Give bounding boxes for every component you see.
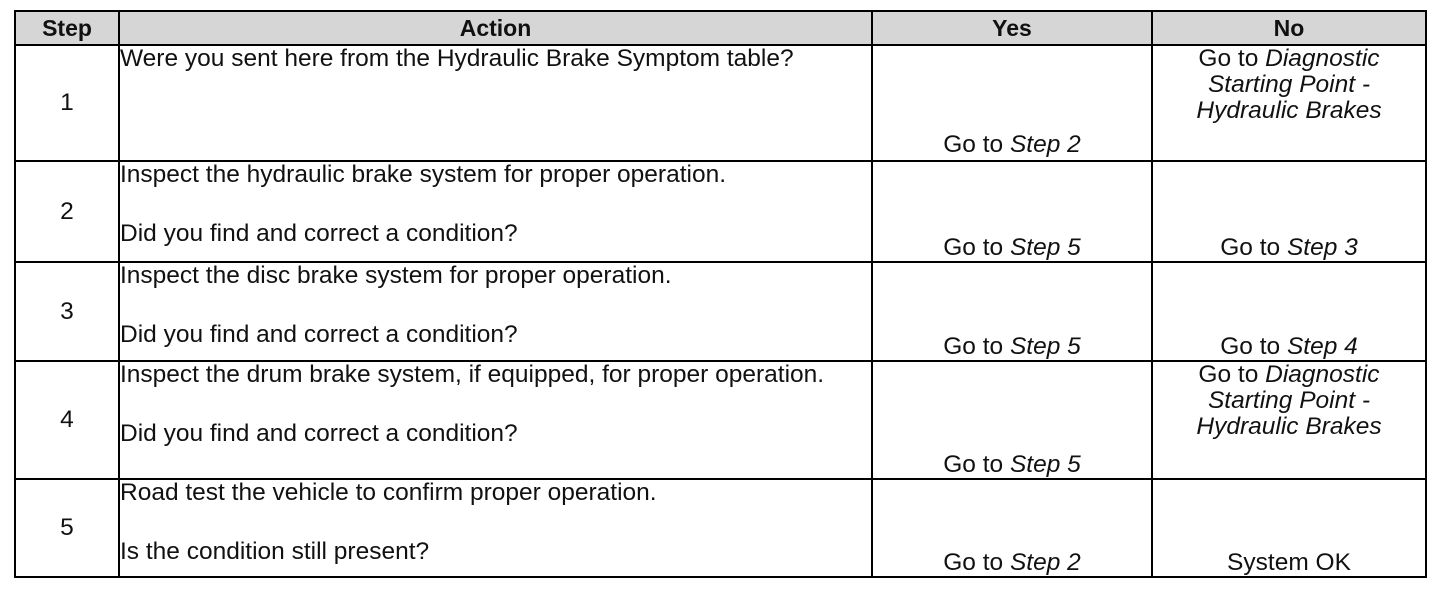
yes-prefix: Go to	[943, 234, 1004, 261]
yes-prefix: Go to	[943, 333, 1004, 360]
action-question: Is the condition still present?	[120, 538, 430, 565]
no-prefix: Go to	[1220, 234, 1281, 261]
yes-cell	[872, 262, 1152, 361]
action-question: Were you sent here from the Hydraulic Brake Symptom table?	[120, 45, 794, 72]
header-row	[15, 11, 1426, 45]
yes-prefix: Go to	[943, 131, 1004, 158]
no-target: Step 3	[1286, 234, 1358, 261]
action-instruction: Road test the vehicle to confirm proper operation.	[120, 479, 657, 506]
no-target: Step 4	[1286, 333, 1358, 360]
header-step: Step	[15, 11, 119, 45]
action-instruction: Inspect the hydraulic brake system for proper operation.	[120, 161, 727, 188]
yes-target: Step 2	[1009, 131, 1081, 158]
no-prefix: Go to	[1198, 361, 1259, 388]
step-number: 2	[15, 161, 119, 262]
step-number: 4	[15, 361, 119, 479]
no-cell	[1152, 479, 1426, 577]
yes-cell	[872, 361, 1152, 479]
header-yes: Yes	[872, 11, 1152, 45]
action-cell	[119, 161, 872, 262]
no-prefix: Go to	[1220, 333, 1281, 360]
yes-cell	[872, 479, 1152, 577]
step-number: 5	[15, 479, 119, 577]
action-instruction: Inspect the drum brake system, if equipped, for proper operation.	[120, 361, 825, 388]
action-cell	[119, 45, 872, 161]
table-row	[15, 262, 1426, 361]
table-row	[15, 361, 1426, 479]
action-cell	[119, 361, 872, 479]
table-row	[15, 45, 1426, 161]
header-action: Action	[119, 11, 872, 45]
yes-cell	[872, 161, 1152, 262]
no-prefix: Go to	[1198, 45, 1259, 72]
action-cell	[119, 262, 872, 361]
no-target: Diagnostic Starting Point - Hydraulic Brakes	[1196, 361, 1382, 440]
yes-target: Step 5	[1009, 234, 1081, 261]
yes-cell	[872, 45, 1152, 161]
step-number: 1	[15, 45, 119, 161]
no-target: Diagnostic Starting Point - Hydraulic Brakes	[1196, 45, 1382, 124]
header-no: No	[1152, 11, 1426, 45]
action-question: Did you find and correct a condition?	[120, 220, 518, 247]
yes-prefix: Go to	[943, 451, 1004, 478]
yes-prefix: Go to	[943, 549, 1004, 576]
yes-target: Step 2	[1009, 549, 1081, 576]
action-instruction: Inspect the disc brake system for proper operation.	[120, 262, 672, 289]
no-cell	[1152, 361, 1426, 479]
no-cell	[1152, 45, 1426, 161]
action-question: Did you find and correct a condition?	[120, 420, 518, 447]
diagnostic-table	[14, 10, 1427, 578]
table-row	[15, 161, 1426, 262]
yes-target: Step 5	[1009, 451, 1081, 478]
action-cell	[119, 479, 872, 577]
table-row	[15, 479, 1426, 577]
action-question: Did you find and correct a condition?	[120, 321, 518, 348]
no-result-text: System OK	[1227, 549, 1351, 576]
step-number: 3	[15, 262, 119, 361]
no-cell	[1152, 161, 1426, 262]
no-cell	[1152, 262, 1426, 361]
yes-target: Step 5	[1009, 333, 1081, 360]
